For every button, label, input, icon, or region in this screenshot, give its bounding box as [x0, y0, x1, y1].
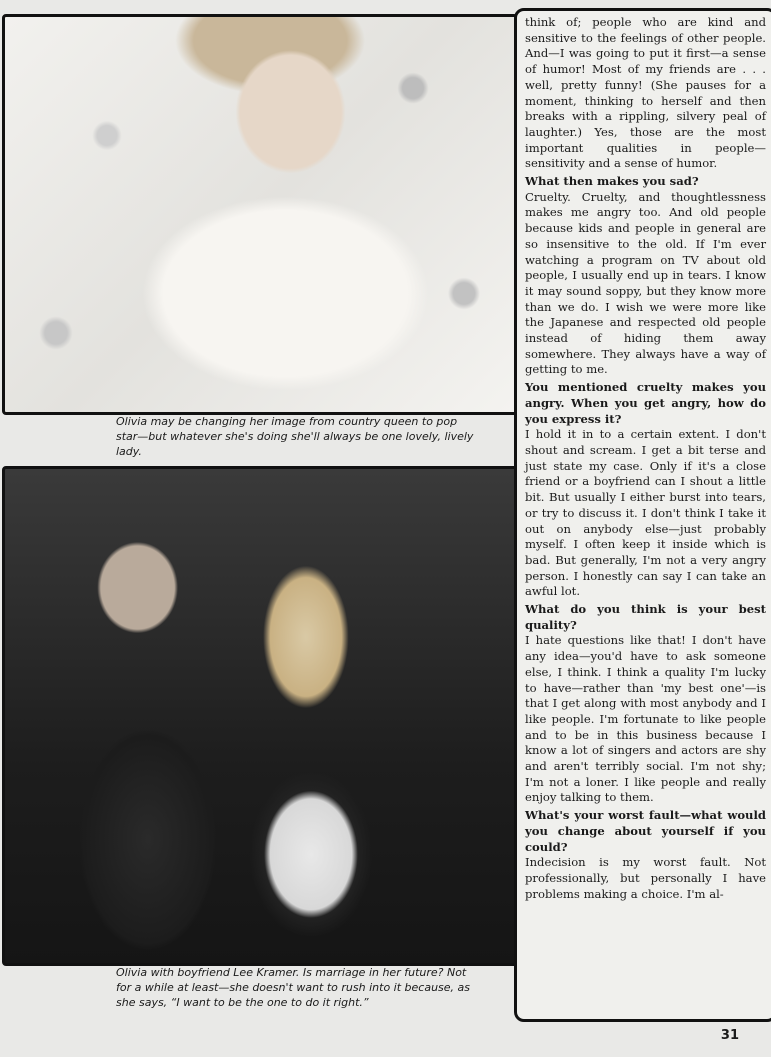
answer-intro: think of; people who are kind and sensitive to the feelings of other people. And—I was going to put it first—a sense of humor! Most of my friends are . . . well, pretty funny! (She pauses for a moment, thinking to herself and then breaks with a rippling, silvery peal of laughter.) Yes, those are the most important qualities in people—sensitivity and a sense of humor.	[525, 15, 766, 171]
photo-olivia-with-boyfriend	[2, 466, 518, 966]
answer-sad: Cruelty. Cruelty, and thoughtlessness makes me angry too. And old people because kids and people in general are so insensitive to the old. If I'm ever watching a program on TV about old people, I usually end up in tears. I know it may sound soppy, but they know more than we do. I wish we were more like the Japanese and respected old people instead of hiding them away somewhere. They always have a way of getting to me.	[525, 189, 766, 377]
photo-caption-top: Olivia may be changing her image from country queen to pop star—but whatever she's doing she'll always be one lovely, lively lady.	[116, 415, 474, 458]
answer-best-quality: I hate questions like that! I don't have any idea—you'd have to ask someone else, I think. I think a quality I'm lucky to have—rather than 'my best one'—is that I get along with most anybody and I like people. I'm fortunate to like people and to be in this business because I know a lot of singers and actors are shy and aren't terribly social. I'm not shy; I'm not a loner. I like people and really enjoy talking to them.	[525, 633, 766, 805]
photo-olivia-portrait	[2, 14, 518, 415]
question-sad: What then makes you sad?	[525, 174, 699, 189]
question-best-quality: What do you think is your best quality?	[525, 602, 766, 632]
photo-caption-bottom: Olivia with boyfriend Lee Kramer. Is marriage in her future? Not for a while at least—she doesn't want to rush into it because, as she says, “I want to be the one to do it right.”	[116, 966, 471, 1009]
question-angry: You mentioned cruelty makes you angry. When you get angry, how do you express it?	[525, 380, 766, 426]
question-worst-fault: What's your worst fault—what would you change about yourself if you could?	[525, 808, 766, 854]
page-number: 31	[720, 1028, 739, 1043]
answer-worst-fault: Indecision is my worst fault. Not professionally, but personally I have problems making a choice. I'm al-	[525, 855, 766, 901]
answer-angry: I hold it in to a certain extent. I don't shout and scream. I get a bit terse and just state my case. Only if it's a close friend or a boyfriend can I shout a little bit. But usually I either burst into tears, or try to discuss it. I don't think I take it out on anybody else—just probably myself. I often keep it inside which is bad. But generally, I'm not a very angry person. I honestly can say I can take an awful lot.	[525, 427, 766, 599]
interview-column	[514, 8, 771, 1022]
